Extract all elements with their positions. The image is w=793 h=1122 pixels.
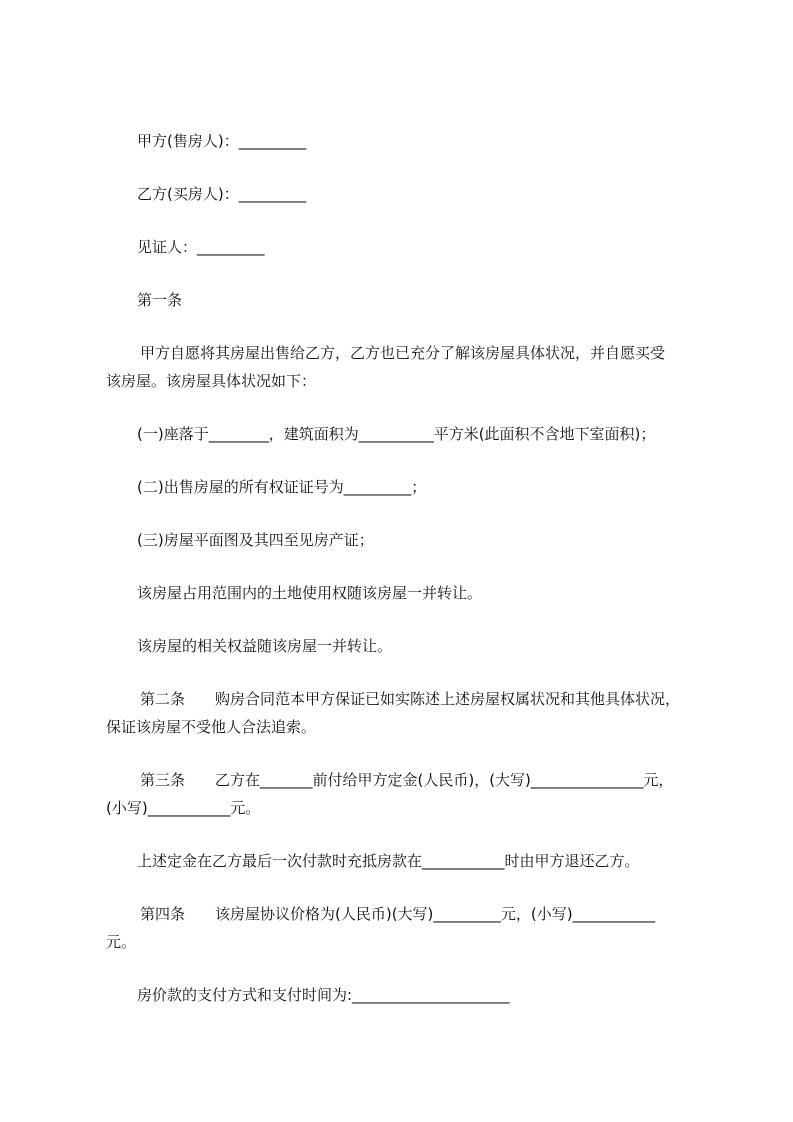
article-1-intro-text-1: 甲方自愿将其房屋出售给乙方，乙方也已充分了解该房屋具体状况，并自愿买受 <box>140 344 666 362</box>
article-1-heading: 第一条 <box>137 291 183 309</box>
article-3-line-1 <box>0 768 793 792</box>
article-2-text-1: 第二条 购房合同范本甲方保证已如实陈述上述房屋权属状况和其他具体状况， <box>140 690 681 708</box>
article-1-intro-line-1 <box>0 341 793 365</box>
payment-method-text: 房价款的支付方式和支付时间为:_____________________ <box>137 986 510 1004</box>
article-1-intro-line-2 <box>0 369 793 393</box>
article-2-text-2: 保证该房屋不受他人合法追索。 <box>106 718 317 736</box>
item-2-line <box>0 475 793 499</box>
deposit-text: 上述定金在乙方最后一次付款时充抵房款在___________时由甲方退还乙方。 <box>137 852 640 870</box>
article-1-intro-text-2: 该房屋。该房屋具体状况如下： <box>106 372 317 390</box>
party-a-line <box>0 129 793 153</box>
article-1-heading-line <box>0 288 793 312</box>
item-2-text: (二)出售房屋的所有权证证号为_________； <box>137 478 427 496</box>
item-3-text: (三)房屋平面图及其四至见房产证； <box>137 531 374 549</box>
article-2-line-1 <box>0 687 793 711</box>
witness-text: 见证人：_________ <box>137 238 265 256</box>
rights-line <box>0 634 793 658</box>
item-1-text: (一)座落于________，建筑面积为__________平方米(此面积不含地下室面积)； <box>137 425 656 443</box>
item-3-line <box>0 528 793 552</box>
party-b-line <box>0 182 793 206</box>
land-use-line <box>0 581 793 605</box>
land-use-text: 该房屋占用范围内的土地使用权随该房屋一并转让。 <box>137 584 483 602</box>
witness-line <box>0 235 793 259</box>
item-1-line <box>0 422 793 446</box>
article-4-text-1: 第四条 该房屋协议价格为(人民币)(大写)_________元，(小写)___________ <box>140 905 656 923</box>
payment-method-line <box>0 983 793 1007</box>
article-3-text-1: 第三条 乙方在_______前付给甲方定金(人民币)，(大写)_______________元， <box>140 771 674 789</box>
article-2-line-2 <box>0 715 793 739</box>
article-4-line-1 <box>0 902 793 926</box>
article-4-text-2: 元。 <box>106 933 137 951</box>
deposit-line <box>0 849 793 873</box>
article-3-line-2 <box>0 796 793 820</box>
party-b-text: 乙方(买房人)：_________ <box>137 185 307 203</box>
party-a-text: 甲方(售房人)：_________ <box>137 132 307 150</box>
rights-text: 该房屋的相关权益随该房屋一并转让。 <box>137 637 393 655</box>
article-3-text-2: (小写)___________元。 <box>106 799 261 817</box>
article-4-line-2 <box>0 930 793 954</box>
